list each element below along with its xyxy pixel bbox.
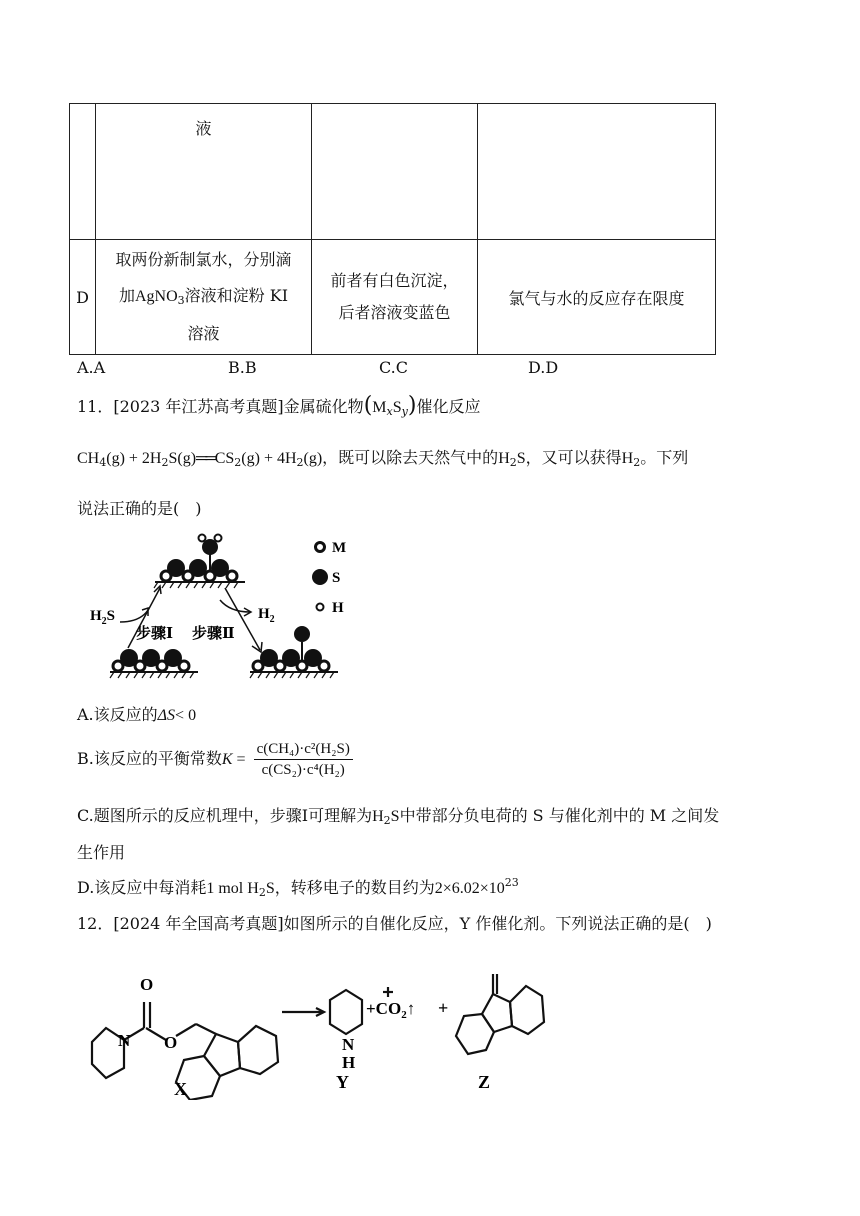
svg-text:O: O [140,975,154,994]
catalyst-right [250,626,338,678]
table-cell-operation [96,104,312,240]
q11-option-d: D.该反应中每消耗1 mol H2S，转移电子的数目约为$2\times 6.02\times 10^{23}$ [77,876,519,899]
svg-text:+CO2↑: $+CO_2↑$ [366,999,416,1021]
table-row [70,104,716,240]
reaction-arrows [120,586,262,652]
svg-text:H2: $H_2$ [258,606,275,625]
step1-label: 步骤Ⅰ [136,626,174,642]
autocatalysis-reaction-diagram [78,950,558,1100]
table-cell-conclusion [478,104,716,240]
svg-text:H: H [342,1053,356,1072]
svg-text:H2S: $H_2S$ [90,608,116,627]
step2-label: 步骤Ⅱ [192,626,235,642]
table-row [70,240,716,355]
question-11-line2: 说法正确的是( ) [77,499,202,518]
question-11-header: 11．[2023 年江苏高考真题]金属硫化物(MxSy)催化反应 [77,393,481,418]
label-y: Y [336,1072,349,1092]
table-cell-operation [96,240,312,355]
option-b: B.B [228,358,257,377]
catalyst-left [110,649,198,678]
svg-text:N: N [342,1035,355,1054]
svg-text:N: N [118,1031,131,1050]
label-z: Z [478,1072,491,1092]
diagram-legend [312,540,346,616]
table-cell-label [70,104,96,240]
table-cell-phenomenon [312,240,478,355]
cell-line: 后者溶液变蓝色 [338,303,451,322]
catalysis-mechanism-diagram [80,530,370,690]
q11-option-a: A.该反应的ΔS< 0 [77,705,197,724]
table-cell-conclusion: 氯气与水的反应存在限度 [478,240,716,355]
table-cell-label: D [70,240,96,355]
q11-option-b: B.该反应的平衡常数K = $\frac{\text{c(CH₄)·c²(H₂S)}}{\text{c(CS₂)·c⁴(H₂)}}$ [77,740,353,779]
cell-line: 取两份新制氯水，分别滴 [115,250,292,269]
catalyst-top [154,535,245,589]
q11-option-c: C.题图所示的反应机理中，步骤Ⅰ可理解为H2S中带部分负电荷的 S 与催化剂中的 M 之间发 [77,806,720,827]
svg-text:O: O [164,1033,178,1052]
question-11-equation: CH4(g) + 2H2S(g)══CS2(g) + 4H2(g)，既可以除去天然气中的H2S，又可以获得H2。下列 [77,448,689,469]
svg-text:+: + [438,998,449,1018]
option-c: C.C [379,358,408,377]
svg-text:H: H [332,600,344,616]
option-d: D.D [528,358,559,377]
table-cell-text: 液 [195,119,212,138]
svg-text:S: S [332,570,341,586]
option-a: A.A [77,358,106,377]
table-cell-phenomenon [312,104,478,240]
svg-text:M: M [332,540,347,556]
question-12-header: 12．[2024 年全国高考真题]如图所示的自催化反应，Y 作催化剂。下列说法正确的是( ) [77,914,712,933]
label-x: X [174,1079,187,1099]
q11-option-c-line2: 生作用 [77,843,126,862]
cell-line: 前者有白色沉淀， [330,271,459,290]
experiment-table [69,103,716,355]
cell-line: 加AgNO3溶液和淀粉 KI [118,286,289,307]
cell-line: 溶液 [187,324,220,343]
